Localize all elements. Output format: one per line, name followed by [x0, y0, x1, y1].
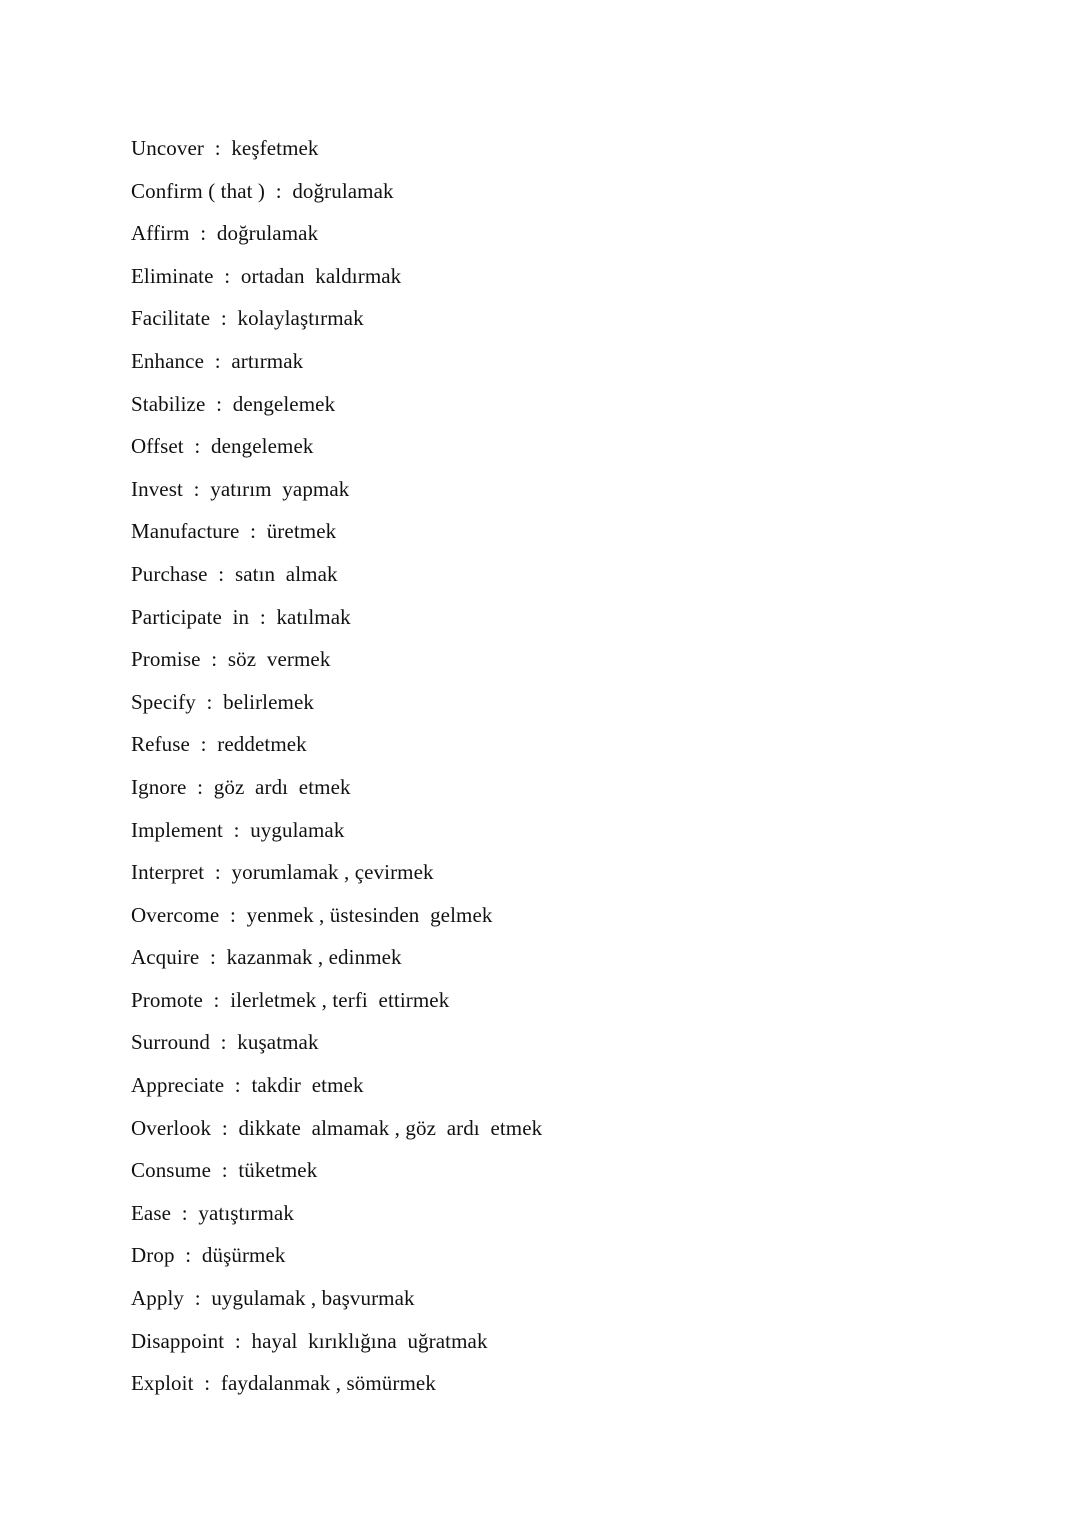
vocabulary-list: [131, 127, 542, 1405]
vocab-entry: Exploit : faydalanmak , sömürmek: [131, 1371, 436, 1396]
vocab-entry: Refuse : reddetmek: [131, 732, 307, 757]
vocab-entry: Facilitate : kolaylaştırmak: [131, 306, 364, 331]
vocab-entry: Apply : uygulamak , başvurmak: [131, 1286, 415, 1311]
vocab-entry: Surround : kuşatmak: [131, 1030, 319, 1055]
vocab-entry: Offset : dengelemek: [131, 434, 314, 459]
vocab-entry: Confirm ( that ) : doğrulamak: [131, 178, 394, 203]
vocab-entry: Consume : tüketmek: [131, 1158, 318, 1183]
vocab-entry: Purchase : satın almak: [131, 561, 338, 586]
vocab-entry: Overcome : yenmek , üstesinden gelmek: [131, 902, 493, 927]
vocab-entry: Eliminate : ortadan kaldırmak: [131, 263, 402, 288]
vocab-entry: Participate in : katılmak: [131, 604, 351, 629]
vocab-entry: Acquire : kazanmak , edinmek: [131, 945, 402, 970]
vocab-entry: Ease : yatıştırmak: [131, 1200, 294, 1225]
vocab-entry: Overlook : dikkate almamak , göz ardı etmek: [131, 1115, 543, 1140]
vocab-entry: Implement : uygulamak: [131, 817, 345, 842]
vocab-entry: Promise : söz vermek: [131, 647, 331, 672]
vocab-entry: Drop : düşürmek: [131, 1243, 286, 1268]
vocab-entry: Appreciate : takdir etmek: [131, 1073, 364, 1098]
vocab-entry: Manufacture : üretmek: [131, 519, 337, 544]
vocab-entry: Disappoint : hayal kırıklığına uğratmak: [131, 1328, 488, 1353]
vocab-entry: Invest : yatırım yapmak: [131, 476, 350, 501]
vocab-entry: Promote : ilerletmek , terfi ettirmek: [131, 987, 450, 1012]
vocab-entry: Affirm : doğrulamak: [131, 221, 319, 246]
vocab-entry: Interpret : yorumlamak , çevirmek: [131, 860, 434, 885]
vocab-entry: Enhance : artırmak: [131, 348, 304, 373]
vocab-entry: Stabilize : dengelemek: [131, 391, 336, 416]
vocab-entry: Uncover : keşfetmek: [131, 136, 319, 160]
vocab-entry: Ignore : göz ardı etmek: [131, 774, 351, 799]
vocab-entry: Specify : belirlemek: [131, 689, 314, 714]
